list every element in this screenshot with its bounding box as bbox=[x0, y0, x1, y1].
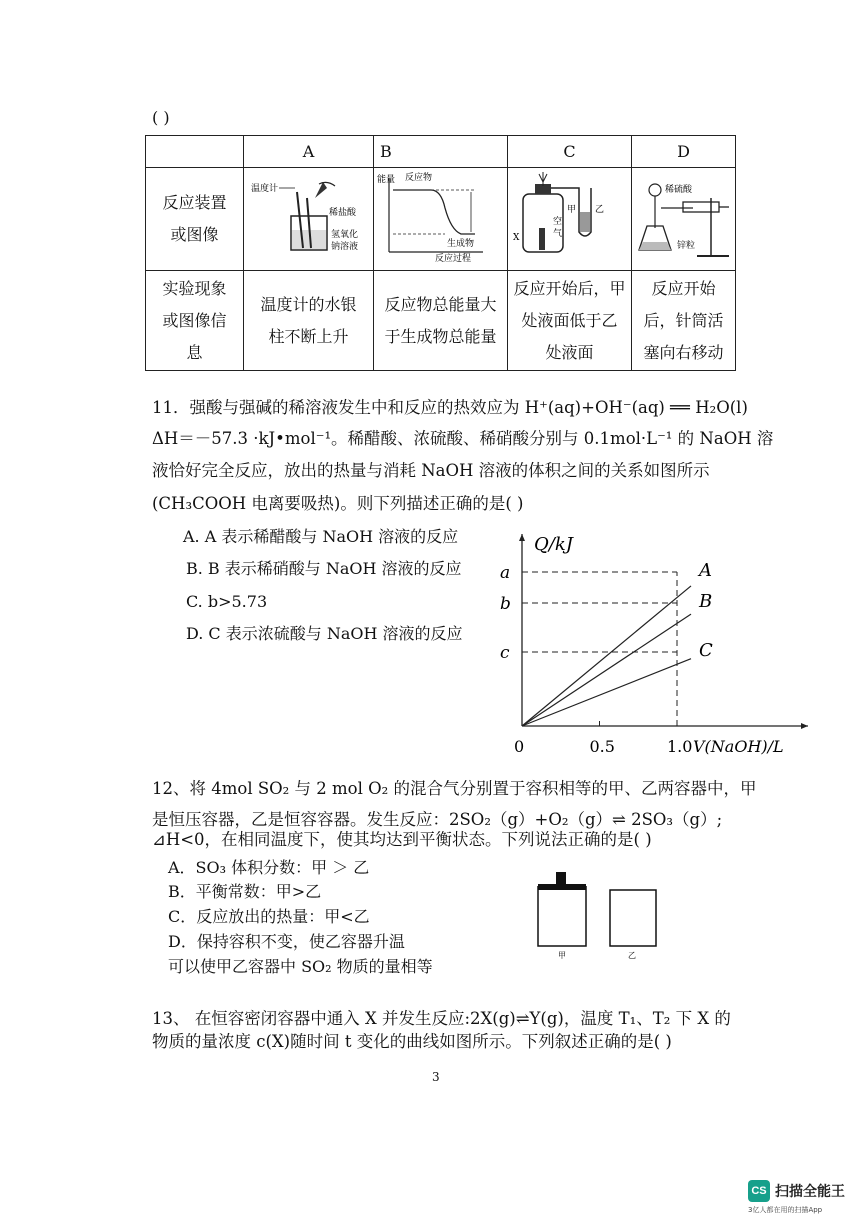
table-header-d: D bbox=[632, 136, 736, 168]
y-tick-label-a: a bbox=[500, 563, 511, 583]
q12-option-b: B．平衡常数：甲>乙 bbox=[168, 882, 322, 901]
y-axis-label: Q/kJ bbox=[534, 534, 573, 555]
y-tick-label-b: b bbox=[500, 594, 511, 614]
q12-option-d-cont: 可以使甲乙容器中 SO₂ 物质的量相等 bbox=[168, 957, 433, 976]
q11-line3: 液恰好完全反应，放出的热量与消耗 NaOH 溶液的体积之间的关系如图所示 bbox=[152, 461, 710, 480]
x-tick-label: 1.0 bbox=[667, 737, 693, 756]
figure-a-cell bbox=[244, 168, 374, 271]
y-axis-arrow bbox=[519, 534, 525, 541]
q11-option-d: D. C 表示浓硫酸与 NaOH 溶液的反应 bbox=[186, 624, 463, 643]
series-label-A: A bbox=[699, 560, 712, 581]
svg-text:甲: 甲 bbox=[566, 205, 576, 215]
q11-option-b: B. B 表示稀硝酸与 NaOH 溶液的反应 bbox=[186, 559, 462, 578]
q12-line2: 是恒压容器，乙是恒容容器。发生反应：2SO₂（g）+O₂（g）⇌ 2SO₃（g）; bbox=[152, 810, 723, 829]
q12-option-a: A．SO₃ 体积分数：甲 ＞ 乙 bbox=[168, 858, 370, 877]
y-tick-label-c: c bbox=[500, 643, 510, 663]
page-number: 3 bbox=[432, 1070, 440, 1084]
table-header-a: A bbox=[244, 136, 374, 168]
watermark-tagline: 3亿人都在用的扫描App bbox=[748, 1206, 823, 1214]
svg-text:反应过程: 反应过程 bbox=[434, 254, 471, 264]
figure-d-cell bbox=[632, 168, 736, 271]
series-line-B bbox=[522, 614, 691, 726]
q12-line1: 12、将 4mol SO₂ 与 2 mol O₂ 的混合气分别置于容积相等的甲、乙两容器中，甲 bbox=[152, 779, 757, 798]
row2-label: 实验现象 或图像信 息 bbox=[146, 271, 244, 371]
energy-diagram-figure bbox=[375, 168, 507, 266]
svg-text:稀盐酸: 稀盐酸 bbox=[328, 208, 356, 218]
watermark-brand: 扫描全能王 bbox=[775, 1184, 845, 1200]
svg-text:乙: 乙 bbox=[594, 205, 604, 215]
table-header-b: B bbox=[374, 136, 508, 168]
figure-b-cell bbox=[374, 168, 508, 271]
series-label-B: B bbox=[699, 591, 713, 612]
container-jia-label: 甲 bbox=[558, 951, 566, 960]
q12-line3: ⊿H<0，在相同温度下，使其均达到平衡状态。下列说法正确的是( ) bbox=[152, 830, 652, 849]
svg-text:稀硫酸: 稀硫酸 bbox=[664, 185, 692, 195]
svg-text:氢氧化: 氢氧化 bbox=[330, 230, 358, 240]
series-line-C bbox=[522, 659, 691, 726]
figure-c-cell bbox=[508, 168, 632, 271]
q12-option-c: C．反应放出的热量：甲<乙 bbox=[168, 907, 370, 926]
x-tick-label: 0.5 bbox=[589, 737, 615, 756]
svg-text:能量: 能量 bbox=[376, 175, 395, 185]
table-header-c: C bbox=[508, 136, 632, 168]
q11-line4: (CH₃COOH 电离要吸热)。则下列描述正确的是( ) bbox=[152, 494, 524, 513]
row2-cell-b: 反应物总能量大 于生成物总能量 bbox=[374, 271, 508, 371]
svg-text:X: X bbox=[512, 233, 519, 243]
thermometer-beaker-figure bbox=[245, 168, 373, 266]
svg-text:反应物: 反应物 bbox=[404, 173, 432, 183]
series-line-A bbox=[522, 586, 691, 726]
options-table bbox=[145, 135, 736, 371]
q11-line2: ΔH＝－57.3 ·kJ•mol⁻¹。稀醋酸、浓硫酸、稀硝酸分别与 0.1mol·L⁻¹ 的 NaOH 溶 bbox=[152, 429, 774, 448]
q12-option-d: D．保持容积不变，使乙容器升温 bbox=[168, 932, 405, 951]
svg-text:生成物: 生成物 bbox=[446, 239, 474, 249]
svg-text:气: 气 bbox=[552, 229, 562, 239]
containers-figure bbox=[530, 868, 670, 960]
q13-line2: 物质的量浓度 c(X)随时间 t 变化的曲线如图所示。下列叙述正确的是( ) bbox=[152, 1032, 672, 1051]
heat-volume-chart bbox=[490, 520, 830, 770]
svg-text:锌粒: 锌粒 bbox=[676, 241, 695, 251]
svg-text:钠溶液: 钠溶液 bbox=[330, 242, 358, 252]
q11-option-a: A. A 表示稀醋酸与 NaOH 溶液的反应 bbox=[183, 527, 459, 546]
q13-line1: 13、 在恒容密闭容器中通入 X 并发生反应:2X(g)⇌Y(g)，温度 T₁、T₂ 下 X 的 bbox=[152, 1009, 731, 1028]
series-label-C: C bbox=[699, 640, 713, 661]
row2-cell-c: 反应开始后，甲 处液面低于乙 处液面 bbox=[508, 271, 632, 371]
x-axis-label: V(NaOH)/L bbox=[693, 737, 784, 756]
syringe-flask-figure bbox=[633, 168, 735, 266]
row2-cell-d: 反应开始 后，针筒活 塞向右移动 bbox=[632, 271, 736, 371]
camscanner-logo-icon: CS bbox=[748, 1180, 770, 1202]
u-tube-apparatus-figure bbox=[509, 168, 631, 266]
x-axis-arrow bbox=[801, 723, 808, 729]
q11-option-c: C. b>5.73 bbox=[186, 592, 268, 611]
row2-cell-a: 温度计的水银 柱不断上升 bbox=[244, 271, 374, 371]
prev-answer-paren: ( ) bbox=[152, 108, 170, 127]
svg-text:温度计: 温度计 bbox=[250, 184, 278, 194]
svg-text:空: 空 bbox=[552, 217, 562, 227]
q11-line1: 11．强酸与强碱的稀溶液发生中和反应的热效应为 H⁺(aq)+OH⁻(aq) ══ H₂O(l) bbox=[152, 398, 748, 417]
container-yi-label: 乙 bbox=[628, 951, 636, 960]
x-tick-label: 0 bbox=[514, 737, 525, 756]
table-header-blank bbox=[146, 136, 244, 168]
camscanner-watermark bbox=[748, 1180, 845, 1215]
row1-label: 反应装置 或图像 bbox=[146, 168, 244, 271]
